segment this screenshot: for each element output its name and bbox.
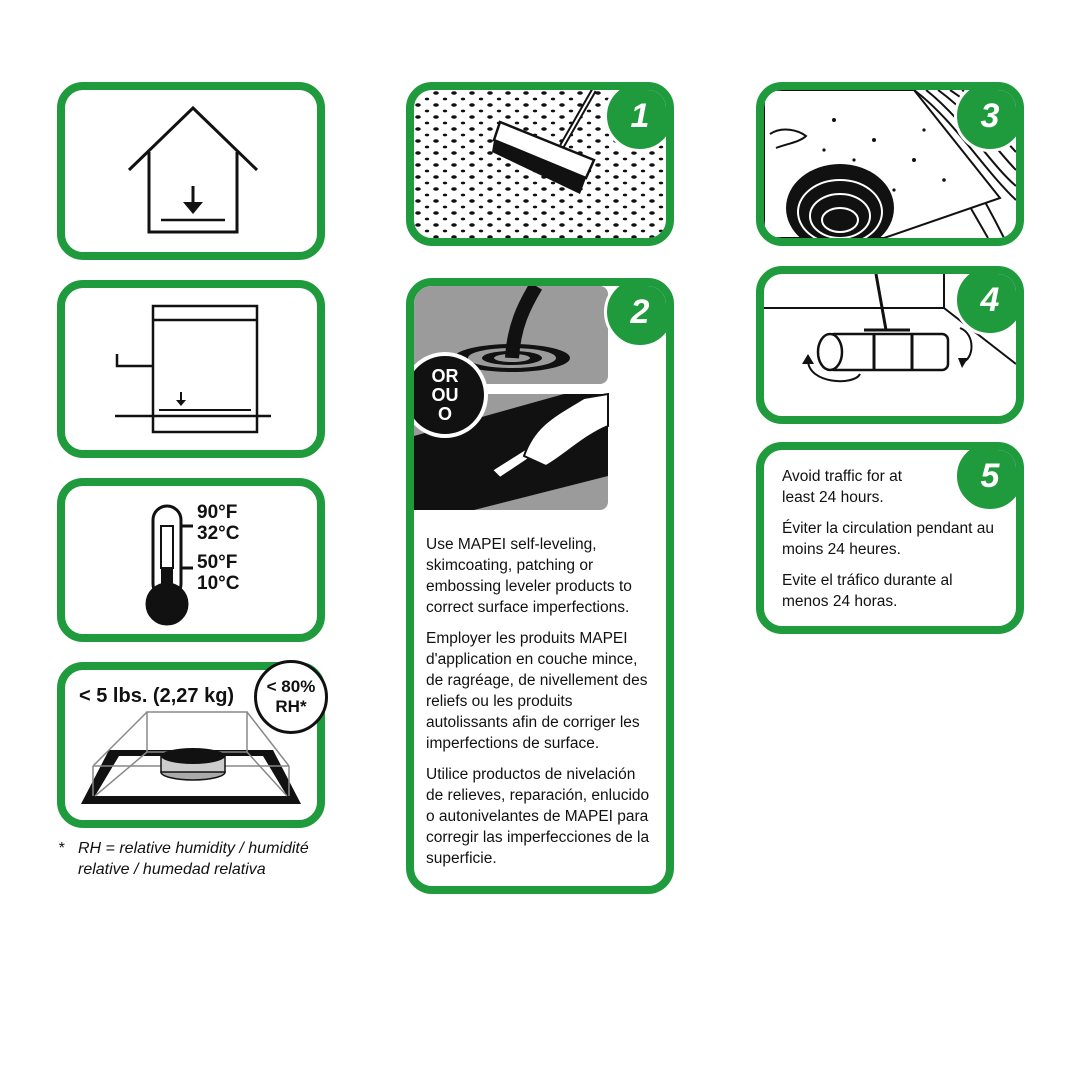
footnote-line1: RH = relative humidity / humidité [78,840,309,857]
or-en: OR [431,365,459,386]
rh-label: RH* [275,697,307,716]
step2-text-fr: Employer les produits MAPEI d'application en couche mince, de ragréage, de nivellement des reliefs ou les produits autolissants afin de corriger les imperfections de surface. [426,630,648,752]
rh-value: < 80% [266,677,316,696]
temp-upper-f: 90°F [197,502,238,523]
below-grade-panel [57,280,325,458]
footnote-line2: relative / humedad relativa [78,861,266,878]
thermometer-icon [65,486,317,634]
step2-badge: 2 [604,278,674,348]
rh-badge [254,660,328,734]
step3-badge: 3 [954,82,1024,152]
step3-panel [756,82,1024,246]
indoor-panel [57,82,325,260]
weight-label: < 5 lbs. (2,27 kg) [79,685,235,707]
step4-badge: 4 [954,266,1024,336]
or-es: O [437,403,452,424]
footnote [58,838,309,880]
step1-panel [406,82,674,246]
step5-panel [756,442,1024,634]
step5-text-es: Evite el tráfico durante al menos 24 horas. [782,572,953,610]
or-badge [406,352,488,438]
temp-lower-f: 50°F [197,552,238,573]
or-fr: OU [431,384,459,405]
footnote-marker: * [58,840,65,857]
temp-upper-c: 32°C [197,523,240,544]
step5-text-fr: Éviter la circulation pendant au moins 24 heures. [782,520,994,558]
temp-lower-c: 10°C [197,573,240,594]
step2-text [426,534,656,879]
step5-text [782,466,994,622]
step2-text-en: Use MAPEI self-leveling, skimcoating, patching or embossing leveler products to correct surface imperfections. [426,536,632,616]
step5-text-en: Avoid traffic for at least 24 hours. [782,468,903,506]
step4-panel [756,266,1024,424]
temperature-panel [57,478,325,642]
house-indoor-icon [65,90,317,252]
step5-badge: 5 [954,442,1024,512]
step2-text-es: Utilice productos de nivelación de relieves, reparación, enlucido o autonivelantes de MAPEI para corregir las imperfecciones de la superficie. [426,766,650,867]
step2-panel [406,278,674,894]
step1-badge: 1 [604,82,674,152]
below-grade-icon [65,288,317,450]
